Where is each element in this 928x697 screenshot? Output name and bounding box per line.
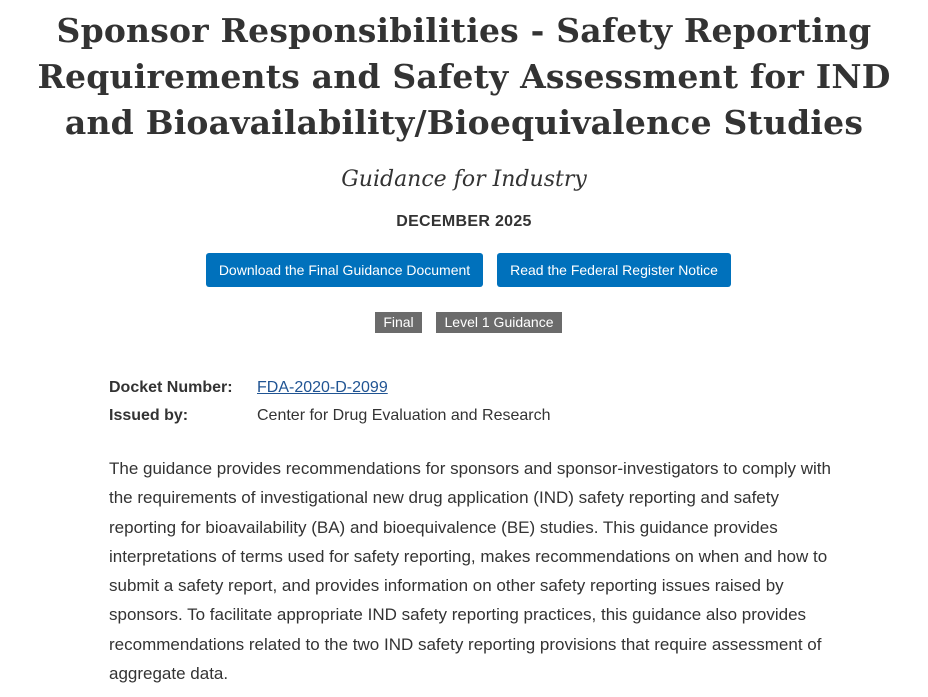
docket-number-value	[257, 377, 388, 399]
publication-date: DECEMBER 2025	[396, 213, 532, 230]
issued-by-label: Issued by:	[109, 407, 189, 424]
guidance-summary: The guidance provides recommendations for sponsors and sponsor-investigators to comply with the requirements of investigational new drug application (IND) safety reporting and safety reporting for bioavailability (BA) and bioequivalence (BE) studies. This guidance provides interpretations of terms used for safety reporting, makes recommendations on when and how to submit a safety report, and provides information on other safety reporting issues raised by sponsors. To facilitate appropriate IND safety reporting practices, this guidance also provides recommendations related to the two IND safety reporting provisions that require assessment of aggregate data.	[109, 459, 831, 684]
docket-number-link[interactable]: FDA-2020-D-2099	[257, 379, 388, 396]
page-subtitle: Guidance for Industry	[341, 167, 587, 192]
docket-number-label: Docket Number:	[109, 379, 233, 396]
page-title: Sponsor Responsibilities - Safety Reporting Requirements and Safety Assessment for IND and Bioavailability/Bioequivalence Studies	[37, 11, 891, 142]
guidance-level-badge: Level 1 Guidance	[436, 312, 562, 333]
status-badge: Final	[375, 312, 422, 333]
federal-register-notice-button[interactable]: Read the Federal Register Notice	[497, 253, 731, 287]
issued-by-value: Center for Drug Evaluation and Research	[257, 407, 551, 424]
download-guidance-button[interactable]: Download the Final Guidance Document	[206, 253, 483, 287]
